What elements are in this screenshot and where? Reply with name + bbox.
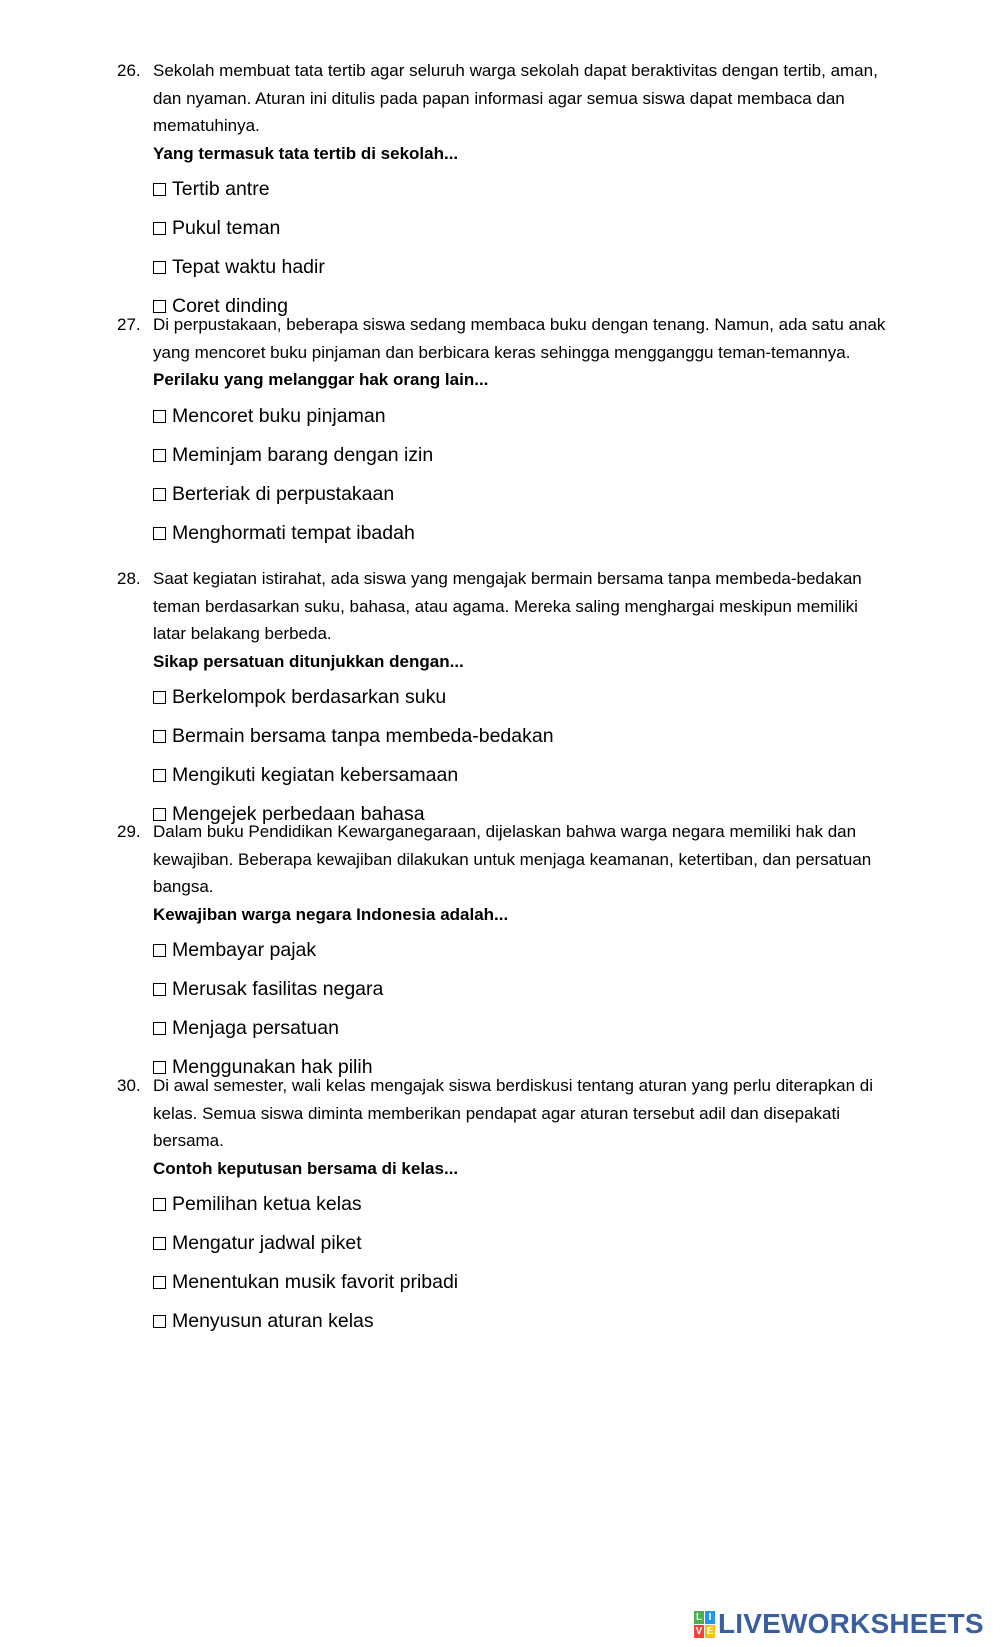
question-prompt: Kewajiban warga negara Indonesia adalah... <box>153 904 509 924</box>
checkbox-icon[interactable] <box>153 983 166 996</box>
question-number: 27. <box>117 315 141 334</box>
checkbox-icon[interactable] <box>153 261 166 274</box>
question-prompt: Perilaku yang melanggar hak orang lain... <box>153 370 489 389</box>
option-label: Tepat waktu hadir <box>172 256 325 278</box>
question-text-line: Di perpustakaan, beberapa siswa sedang membaca buku dengan tenang. Namun, ada satu anak <box>153 315 886 334</box>
option-item[interactable] <box>153 475 394 514</box>
question-number: 29. <box>117 822 141 841</box>
question-text-line: Dalam buku Pendidikan Kewarganegaraan, dijelaskan bahwa warga negara memiliki hak dan <box>153 822 857 841</box>
question-body <box>153 57 933 326</box>
question-prompt: Contoh keputusan bersama di kelas... <box>153 1158 459 1178</box>
question-text-line: teman berdasarkan suku, bahasa, atau agama. Mereka saling menghargai meskipun memiliki <box>153 596 858 616</box>
option-label: Pemilihan ketua kelas <box>172 1193 362 1215</box>
option-item[interactable] <box>153 717 554 756</box>
option-item[interactable] <box>153 248 325 287</box>
question-text-line: kelas. Semua siswa diminta memberikan pendapat agar aturan tersebut adil dan disepakati <box>153 1103 841 1123</box>
option-list <box>153 170 933 326</box>
question-text-line: yang mencoret buku pinjaman dan berbicara keras sehingga mengganggu teman-temannya. <box>153 342 851 362</box>
option-label: Meminjam barang dengan izin <box>172 443 434 466</box>
option-item[interactable] <box>153 970 383 1009</box>
option-item[interactable] <box>153 1185 362 1224</box>
checkbox-icon[interactable] <box>153 944 166 957</box>
option-label: Coret dinding <box>172 295 288 317</box>
option-label: Mencoret buku pinjaman <box>172 404 386 427</box>
option-item[interactable] <box>153 1302 374 1341</box>
option-item[interactable] <box>153 931 316 970</box>
question-text-line: Saat kegiatan istirahat, ada siswa yang mengajak bermain bersama tanpa membeda-bedakan <box>153 569 862 588</box>
question-text-line: kewajiban. Beberapa kewajiban dilakukan untuk menjaga keamanan, ketertiban, dan persatuan <box>153 849 872 869</box>
question-prompt: Yang termasuk tata tertib di sekolah... <box>153 143 459 163</box>
option-item[interactable] <box>153 170 270 209</box>
question-body <box>153 1072 933 1341</box>
option-label: Membayar pajak <box>172 939 317 961</box>
option-label: Mengatur jadwal piket <box>172 1232 362 1254</box>
option-list <box>153 1185 933 1341</box>
checkbox-icon[interactable] <box>153 183 166 196</box>
option-label: Berteriak di perpustakaan <box>172 482 395 505</box>
option-label: Merusak fasilitas negara <box>172 978 384 1000</box>
question-text-line: Sekolah membuat tata tertib agar seluruh warga sekolah dapat beraktivitas dengan tertib, aman, <box>153 61 878 80</box>
option-list <box>153 397 933 553</box>
checkbox-icon[interactable] <box>153 1022 166 1035</box>
checkbox-icon[interactable] <box>153 1276 166 1289</box>
question-text-line: mematuhinya. <box>153 116 260 135</box>
option-label: Menyusun aturan kelas <box>172 1310 374 1332</box>
checkbox-icon[interactable] <box>153 527 166 540</box>
question-text-line: Di awal semester, wali kelas mengajak siswa berdiskusi tentang aturan yang perlu diterapkan di <box>153 1076 874 1095</box>
checkbox-icon[interactable] <box>153 222 166 235</box>
question-prompt: Sikap persatuan ditunjukkan dengan... <box>153 651 464 671</box>
option-label: Tertib antre <box>172 178 270 200</box>
option-label: Mengikuti kegiatan kebersamaan <box>172 764 459 786</box>
option-item[interactable] <box>153 209 280 248</box>
option-item[interactable] <box>153 1263 458 1302</box>
liveworksheets-logo <box>694 1609 984 1639</box>
question-body <box>153 818 933 1087</box>
option-label: Pukul teman <box>172 217 281 239</box>
logo-mark-letter: L <box>695 1611 703 1623</box>
checkbox-icon[interactable] <box>153 1237 166 1250</box>
option-label: Menjaga persatuan <box>172 1017 339 1039</box>
checkbox-icon[interactable] <box>153 1315 166 1328</box>
option-item[interactable] <box>153 1009 339 1048</box>
question-number: 30. <box>117 1076 141 1095</box>
logo-text: LIVEWORKSHEETS <box>718 1608 984 1639</box>
checkbox-icon[interactable] <box>153 730 166 743</box>
checkbox-icon[interactable] <box>153 488 166 501</box>
option-item[interactable] <box>153 1224 362 1263</box>
checkbox-icon[interactable] <box>153 691 166 704</box>
checkbox-icon[interactable] <box>153 1198 166 1211</box>
option-item[interactable] <box>153 678 446 717</box>
option-label: Berkelompok berdasarkan suku <box>172 686 447 708</box>
logo-mark-letter: I <box>705 1611 715 1624</box>
option-item[interactable] <box>153 514 415 553</box>
logo-mark-letter: V <box>695 1625 703 1637</box>
question-body <box>153 311 933 553</box>
checkbox-icon[interactable] <box>153 410 166 423</box>
question-text-line: bangsa. <box>153 877 214 896</box>
option-item[interactable] <box>153 397 386 436</box>
checkbox-icon[interactable] <box>153 449 166 462</box>
question-body <box>153 565 933 834</box>
question-text-line: bersama. <box>153 1131 224 1150</box>
question-number: 26. <box>117 61 141 80</box>
option-list <box>153 678 933 834</box>
option-item[interactable] <box>153 436 433 475</box>
option-list <box>153 931 933 1087</box>
logo-mark-letter: E <box>706 1625 714 1637</box>
option-label: Mengejek perbedaan bahasa <box>172 803 425 825</box>
option-item[interactable] <box>153 756 458 795</box>
question-number: 28. <box>117 569 141 588</box>
option-label: Bermain bersama tanpa membeda-bedakan <box>172 725 554 747</box>
option-label: Menggunakan hak pilih <box>172 1056 373 1078</box>
checkbox-icon[interactable] <box>153 769 166 782</box>
logo-mark-icon <box>694 1611 715 1638</box>
option-label: Menghormati tempat ibadah <box>172 521 415 544</box>
question-text-line: latar belakang berbeda. <box>153 624 332 643</box>
question-text-line: dan nyaman. Aturan ini ditulis pada papan informasi agar semua siswa dapat membaca dan <box>153 88 845 108</box>
option-label: Menentukan musik favorit pribadi <box>172 1271 459 1293</box>
